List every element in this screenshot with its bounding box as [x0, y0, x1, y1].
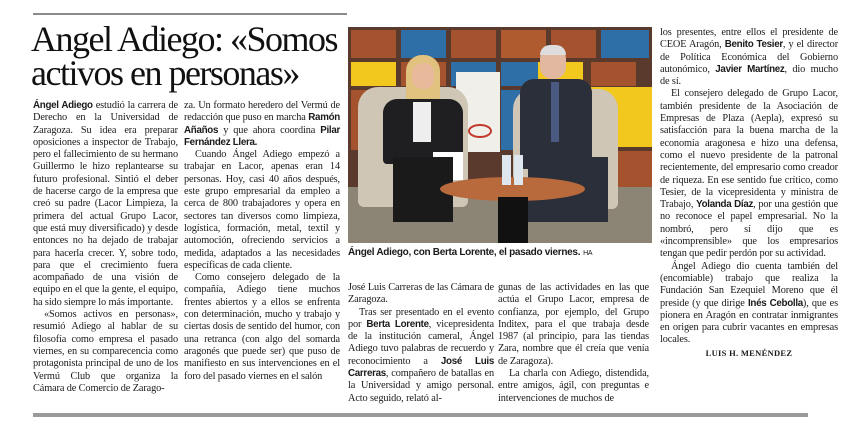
article-column-2	[184, 100, 340, 383]
paragraph	[184, 100, 340, 149]
byline: LUIS H. MENÉNDEZ	[705, 347, 793, 358]
article-column-3	[348, 282, 494, 405]
paragraph	[348, 282, 494, 307]
paragraph	[660, 27, 838, 88]
paragraph	[498, 282, 649, 368]
photo-caption	[348, 247, 652, 260]
paragraph	[184, 149, 340, 272]
article-column-4	[498, 282, 649, 405]
text-run: estudió la carrera de Derecho en la Universidad de Zaragoza. Su idea era preparar oposiciones a inspector de Trabajo, pero el fallecimiento de su hermano Guillermo le hizo replantearse su futuro profesional. Sintió el deber de hacerse cargo de la empresa que creó su padre (Lacor Limpieza, la primera del actual Grupo Lacor, que está muy diversificado) y desde entonces no ha dejado de trabajar para hacerla crecer. Y, sobre todo, para que el crecimiento fuera acompañado de una visión de equipo en el que la gente, el equipo, ha sido siempre lo más importante.	[33, 100, 179, 308]
text-run: los presentes, entre ellos el presidente de CEOE Aragón,	[660, 27, 838, 51]
paragraph	[498, 368, 649, 405]
bold-name: Javier Martínez	[715, 63, 785, 75]
bold-name: Pilar Fernández Llera.	[184, 124, 340, 148]
bold-name: Yolanda Díaz	[696, 199, 754, 211]
paragraph	[33, 100, 178, 309]
top-rule	[33, 13, 347, 15]
text-run: , y el director de Política Económica del Gobierno autonómico,	[660, 39, 839, 75]
text-run: , vicepresidenta de la institución cameral, Ángel Adiego tuvo palabras de recuerdo y reconocimiento a	[348, 318, 494, 367]
bold-name: Ángel Adiego	[33, 100, 93, 111]
text-run: , dio mucho de sí.	[660, 63, 838, 88]
photo-credit: HA	[583, 250, 593, 257]
headline-line-1: Angel Adiego: «Somos	[31, 19, 338, 59]
text-run: Tras ser presentado en el evento por	[348, 306, 494, 330]
text-run: Como consejero delegado de la compañía, Adiego tiene muchos frentes abiertos y a ellos se enfrenta con determinación, mucho y trabajo y ciertas dosis de sentido del humor, con una retranca (con algo del somarda aragonés que puede ser) que puso de manifiesto en sus intervenciones en el foro del pasado viernes en el salón	[184, 272, 340, 382]
article-column-1	[33, 100, 178, 395]
paragraph	[660, 88, 838, 260]
text-run: ), que es pionera en Aragón en contratar inmigrantes en origen para cubrir vacantes en empresas locales.	[660, 297, 838, 346]
bold-name: Berta Lorente	[366, 318, 429, 330]
text-run: Cuando Ángel Adiego empezó a trabajar en Lacor, apenas eran 14 personas. Hoy, casi 40 años después, este grupo empresarial da empleo a cerca de 800 trabajadores y opera en sectores tan diversos como limpieza, logística, formación, metal, textil y automoción, ofreciendo servicios a medida, adaptados a las necesidades específicas de cada cliente.	[184, 149, 340, 271]
text-run: y que ahora coordina	[218, 124, 321, 136]
headline-line-2: activos en personas»	[31, 53, 299, 93]
bold-name: Ramón Añaños	[184, 112, 340, 136]
text-run: , compañero de batallas en la Universidad y amigo personal. Acto seguido, relató al-	[348, 368, 494, 404]
bold-name: Inés Cebolla	[748, 297, 803, 309]
paragraph	[184, 272, 340, 383]
text-run: gunas de las actividades en las que actúa el Grupo Lacor, empresa de confianza, por ejemplo, del Grupo Inditex, para el que trabaja desde 1987 (al principio, para las tiendas Zara, nombre que él creía que venía de Zaragoza).	[498, 282, 649, 367]
text-run: «Somos activos en personas», resumió Adiego al hablar de su filosofía como empresa el pasado viernes, en su comparecencia como protagonista principal de uno de los Vermú Club que organiza la Cámara de Comercio de Zarago-	[33, 309, 178, 394]
article-photo	[348, 27, 652, 243]
bottom-rule	[33, 413, 808, 417]
text-run: La charla con Adiego, distendida, entre amigos, ágil, con preguntas e intervenciones de muchos de	[498, 368, 649, 404]
text-run: El consejero delegado de Grupo Lacor, también presidente de la Asociación de Empresas de Plaza (Aepla), expresó su satisfacción para la buena marcha de la economía aragonesa e hizo una defensa, como el nuevo presidente de la patronal recientemente, del empresario como creador de riqueza. En ese sentido fue crítico, como Tesier, de la vicepresidenta y ministra de Trabajo,	[660, 88, 838, 211]
text-run: , por una gestión que no reconoce el papel empresarial. No la nombró, pero sí dijo que es «incomprensible» que los empresarios tengan que pedir perdón por su actividad.	[660, 199, 838, 260]
paragraph	[660, 261, 838, 347]
text-run: Ángel Adiego dio cuenta también del (encomiable) trabajo que realiza la Fundación San Ezequiel Moreno que él preside (y que dirige	[660, 260, 838, 309]
text-run: José Luis Carreras de las Cámara de Zaragoza.	[348, 282, 494, 306]
headline	[31, 19, 346, 93]
bold-name: Benito Tesier	[724, 39, 783, 51]
caption-text: Ángel Adiego, con Berta Lorente, el pasado viernes.	[348, 247, 581, 258]
article-column-5	[660, 27, 838, 359]
text-run: za. Un formato heredero del Vermú de redacción que puso en marcha	[184, 100, 340, 124]
paragraph	[33, 309, 178, 395]
paragraph	[348, 307, 494, 405]
bold-name: José Luis Carreras	[348, 355, 494, 380]
